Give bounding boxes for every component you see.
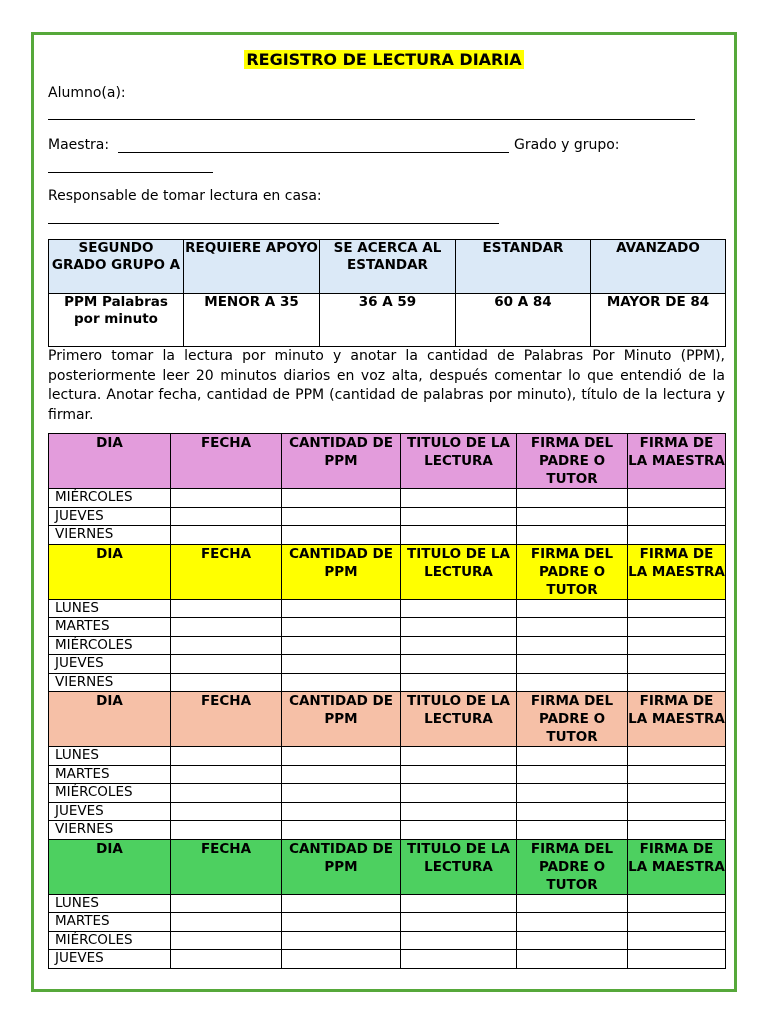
entry-cell[interactable] xyxy=(171,784,282,803)
entry-cell[interactable] xyxy=(171,618,282,637)
log-column-header: TITULO DE LA LECTURA xyxy=(401,839,517,894)
log-day-row xyxy=(49,802,726,821)
entry-cell[interactable] xyxy=(171,931,282,950)
entry-cell[interactable] xyxy=(628,489,726,508)
level-header: SEGUNDO GRADO GRUPO A xyxy=(49,240,184,294)
entry-cell[interactable] xyxy=(401,913,517,932)
log-column-header: DIA xyxy=(49,544,171,599)
entry-cell[interactable] xyxy=(628,894,726,913)
entry-cell[interactable] xyxy=(517,599,628,618)
entry-cell[interactable] xyxy=(401,931,517,950)
log-day-row xyxy=(49,894,726,913)
log-day-row xyxy=(49,950,726,969)
entry-cell[interactable] xyxy=(282,950,401,969)
entry-cell[interactable] xyxy=(401,618,517,637)
reading-log-table xyxy=(48,433,726,969)
entry-cell[interactable] xyxy=(401,765,517,784)
log-column-header: TITULO DE LA LECTURA xyxy=(401,692,517,747)
level-header: SE ACERCA AL ESTANDAR xyxy=(320,240,456,294)
log-day-row xyxy=(49,765,726,784)
log-column-header: FIRMA DE LA MAESTRA xyxy=(628,544,726,599)
entry-cell[interactable] xyxy=(401,802,517,821)
entry-cell[interactable] xyxy=(517,673,628,692)
page-frame xyxy=(31,32,737,992)
log-day-row xyxy=(49,784,726,803)
teacher-label: Maestra: xyxy=(48,137,110,153)
entry-cell[interactable] xyxy=(401,821,517,840)
day-cell: LUNES xyxy=(49,894,171,913)
log-column-header: FIRMA DE LA MAESTRA xyxy=(628,692,726,747)
log-day-row xyxy=(49,931,726,950)
entry-cell[interactable] xyxy=(282,784,401,803)
entry-cell[interactable] xyxy=(282,821,401,840)
entry-cell[interactable] xyxy=(282,913,401,932)
entry-cell[interactable] xyxy=(171,636,282,655)
entry-cell[interactable] xyxy=(517,489,628,508)
entry-cell[interactable] xyxy=(282,894,401,913)
entry-cell[interactable] xyxy=(282,618,401,637)
entry-cell[interactable] xyxy=(401,747,517,766)
entry-cell[interactable] xyxy=(401,894,517,913)
log-column-header: FIRMA DE LA MAESTRA xyxy=(628,839,726,894)
entry-cell[interactable] xyxy=(628,655,726,674)
entry-cell[interactable] xyxy=(171,913,282,932)
day-cell: JUEVES xyxy=(49,655,171,674)
entry-cell[interactable] xyxy=(517,526,628,545)
log-column-header: DIA xyxy=(49,692,171,747)
week-header-row xyxy=(49,692,726,747)
entry-cell[interactable] xyxy=(628,784,726,803)
teacher-field[interactable] xyxy=(118,152,509,153)
log-day-row xyxy=(49,913,726,932)
entry-cell[interactable] xyxy=(628,599,726,618)
entry-cell[interactable] xyxy=(517,931,628,950)
student-label: Alumno(a): xyxy=(48,85,126,101)
level-header: ESTANDAR xyxy=(456,240,591,294)
day-cell: JUEVES xyxy=(49,802,171,821)
day-cell: JUEVES xyxy=(49,950,171,969)
entry-cell[interactable] xyxy=(282,655,401,674)
entry-cell[interactable] xyxy=(171,765,282,784)
week-header-row xyxy=(49,839,726,894)
entry-cell[interactable] xyxy=(282,526,401,545)
log-column-header: FIRMA DEL PADRE O TUTOR xyxy=(517,544,628,599)
day-cell: JUEVES xyxy=(49,507,171,526)
entry-cell[interactable] xyxy=(517,894,628,913)
entry-cell[interactable] xyxy=(282,931,401,950)
week-header-row xyxy=(49,434,726,489)
title-wrap xyxy=(34,50,734,70)
log-day-row xyxy=(49,673,726,692)
day-cell: MARTES xyxy=(49,618,171,637)
entry-cell[interactable] xyxy=(517,913,628,932)
day-cell: MIÉRCOLES xyxy=(49,931,171,950)
log-day-row xyxy=(49,507,726,526)
log-day-row xyxy=(49,489,726,508)
entry-cell[interactable] xyxy=(517,765,628,784)
day-cell: LUNES xyxy=(49,747,171,766)
entry-cell[interactable] xyxy=(517,950,628,969)
entry-cell[interactable] xyxy=(628,950,726,969)
entry-cell[interactable] xyxy=(171,489,282,508)
entry-cell[interactable] xyxy=(171,950,282,969)
level-value: MENOR A 35 xyxy=(184,294,320,347)
level-header: REQUIERE APOYO xyxy=(184,240,320,294)
entry-cell[interactable] xyxy=(628,821,726,840)
level-value: MAYOR DE 84 xyxy=(591,294,726,347)
entry-cell[interactable] xyxy=(401,489,517,508)
entry-cell[interactable] xyxy=(171,655,282,674)
log-column-header: FIRMA DE LA MAESTRA xyxy=(628,434,726,489)
entry-cell[interactable] xyxy=(401,784,517,803)
log-day-row xyxy=(49,618,726,637)
level-value: 36 A 59 xyxy=(320,294,456,347)
entry-cell[interactable] xyxy=(171,747,282,766)
log-column-header: CANTIDAD DE PPM xyxy=(282,544,401,599)
day-cell: VIERNES xyxy=(49,673,171,692)
entry-cell[interactable] xyxy=(401,673,517,692)
instructions-text: Primero tomar la lectura por minuto y anotar la cantidad de Palabras Por Minuto (PPM), posteriormente leer 20 minutos diarios en voz alta, después comentar lo que entendió de la lectura. Anotar fecha, cantidad de PPM (cantidad de palabras por minuto), título de la lectura y firmar. xyxy=(48,348,725,423)
log-column-header: CANTIDAD DE PPM xyxy=(282,692,401,747)
log-column-header: FIRMA DEL PADRE O TUTOR xyxy=(517,839,628,894)
log-column-header: CANTIDAD DE PPM xyxy=(282,839,401,894)
entry-cell[interactable] xyxy=(628,802,726,821)
entry-cell[interactable] xyxy=(401,526,517,545)
entry-cell[interactable] xyxy=(282,673,401,692)
levels-header-row xyxy=(49,240,726,294)
entry-cell[interactable] xyxy=(171,507,282,526)
entry-cell[interactable] xyxy=(282,507,401,526)
student-field[interactable] xyxy=(48,119,695,120)
entry-cell[interactable] xyxy=(628,747,726,766)
log-column-header: FECHA xyxy=(171,692,282,747)
entry-cell[interactable] xyxy=(517,802,628,821)
log-day-row xyxy=(49,599,726,618)
entry-cell[interactable] xyxy=(401,599,517,618)
levels-table xyxy=(48,239,726,347)
day-cell: VIERNES xyxy=(49,526,171,545)
entry-cell[interactable] xyxy=(517,655,628,674)
entry-cell[interactable] xyxy=(171,821,282,840)
page-title: REGISTRO DE LECTURA DIARIA xyxy=(246,50,522,69)
day-cell: LUNES xyxy=(49,599,171,618)
day-cell: MARTES xyxy=(49,913,171,932)
entry-cell[interactable] xyxy=(628,507,726,526)
entry-cell[interactable] xyxy=(171,526,282,545)
level-value: 60 A 84 xyxy=(456,294,591,347)
day-cell: MARTES xyxy=(49,765,171,784)
entry-cell[interactable] xyxy=(628,618,726,637)
entry-cell[interactable] xyxy=(401,655,517,674)
reader-field[interactable] xyxy=(48,223,499,224)
entry-cell[interactable] xyxy=(517,784,628,803)
log-column-header: FIRMA DEL PADRE O TUTOR xyxy=(517,692,628,747)
grade-field[interactable] xyxy=(48,172,213,173)
grade-label: Grado y grupo: xyxy=(514,137,620,153)
entry-cell[interactable] xyxy=(628,636,726,655)
log-day-row xyxy=(49,821,726,840)
entry-cell[interactable] xyxy=(517,618,628,637)
log-column-header: DIA xyxy=(49,839,171,894)
entry-cell[interactable] xyxy=(282,765,401,784)
entry-cell[interactable] xyxy=(401,950,517,969)
log-day-row xyxy=(49,747,726,766)
entry-cell[interactable] xyxy=(282,802,401,821)
log-day-row xyxy=(49,655,726,674)
day-cell: MIÉRCOLES xyxy=(49,489,171,508)
entry-cell[interactable] xyxy=(282,636,401,655)
week-header-row xyxy=(49,544,726,599)
entry-cell[interactable] xyxy=(628,931,726,950)
entry-cell[interactable] xyxy=(282,747,401,766)
entry-cell[interactable] xyxy=(171,673,282,692)
entry-cell[interactable] xyxy=(171,599,282,618)
entry-cell[interactable] xyxy=(517,747,628,766)
entry-cell[interactable] xyxy=(628,526,726,545)
log-day-row xyxy=(49,636,726,655)
log-column-header: FECHA xyxy=(171,434,282,489)
day-cell: MIÉRCOLES xyxy=(49,636,171,655)
entry-cell[interactable] xyxy=(171,802,282,821)
log-day-row xyxy=(49,526,726,545)
entry-cell[interactable] xyxy=(282,489,401,508)
level-header: AVANZADO xyxy=(591,240,726,294)
level-value: PPM Palabras por minuto xyxy=(49,294,184,347)
day-cell: MIÉRCOLES xyxy=(49,784,171,803)
log-column-header: TITULO DE LA LECTURA xyxy=(401,434,517,489)
entry-cell[interactable] xyxy=(628,673,726,692)
levels-value-row xyxy=(49,294,726,347)
log-column-header: FECHA xyxy=(171,839,282,894)
entry-cell[interactable] xyxy=(401,636,517,655)
entry-cell[interactable] xyxy=(628,765,726,784)
log-column-header: FECHA xyxy=(171,544,282,599)
entry-cell[interactable] xyxy=(517,636,628,655)
entry-cell[interactable] xyxy=(401,507,517,526)
entry-cell[interactable] xyxy=(171,894,282,913)
entry-cell[interactable] xyxy=(628,913,726,932)
log-column-header: DIA xyxy=(49,434,171,489)
entry-cell[interactable] xyxy=(282,599,401,618)
entry-cell[interactable] xyxy=(517,507,628,526)
reader-label: Responsable de tomar lectura en casa: xyxy=(48,188,322,204)
day-cell: VIERNES xyxy=(49,821,171,840)
entry-cell[interactable] xyxy=(517,821,628,840)
log-column-header: CANTIDAD DE PPM xyxy=(282,434,401,489)
log-column-header: TITULO DE LA LECTURA xyxy=(401,544,517,599)
log-column-header: FIRMA DEL PADRE O TUTOR xyxy=(517,434,628,489)
